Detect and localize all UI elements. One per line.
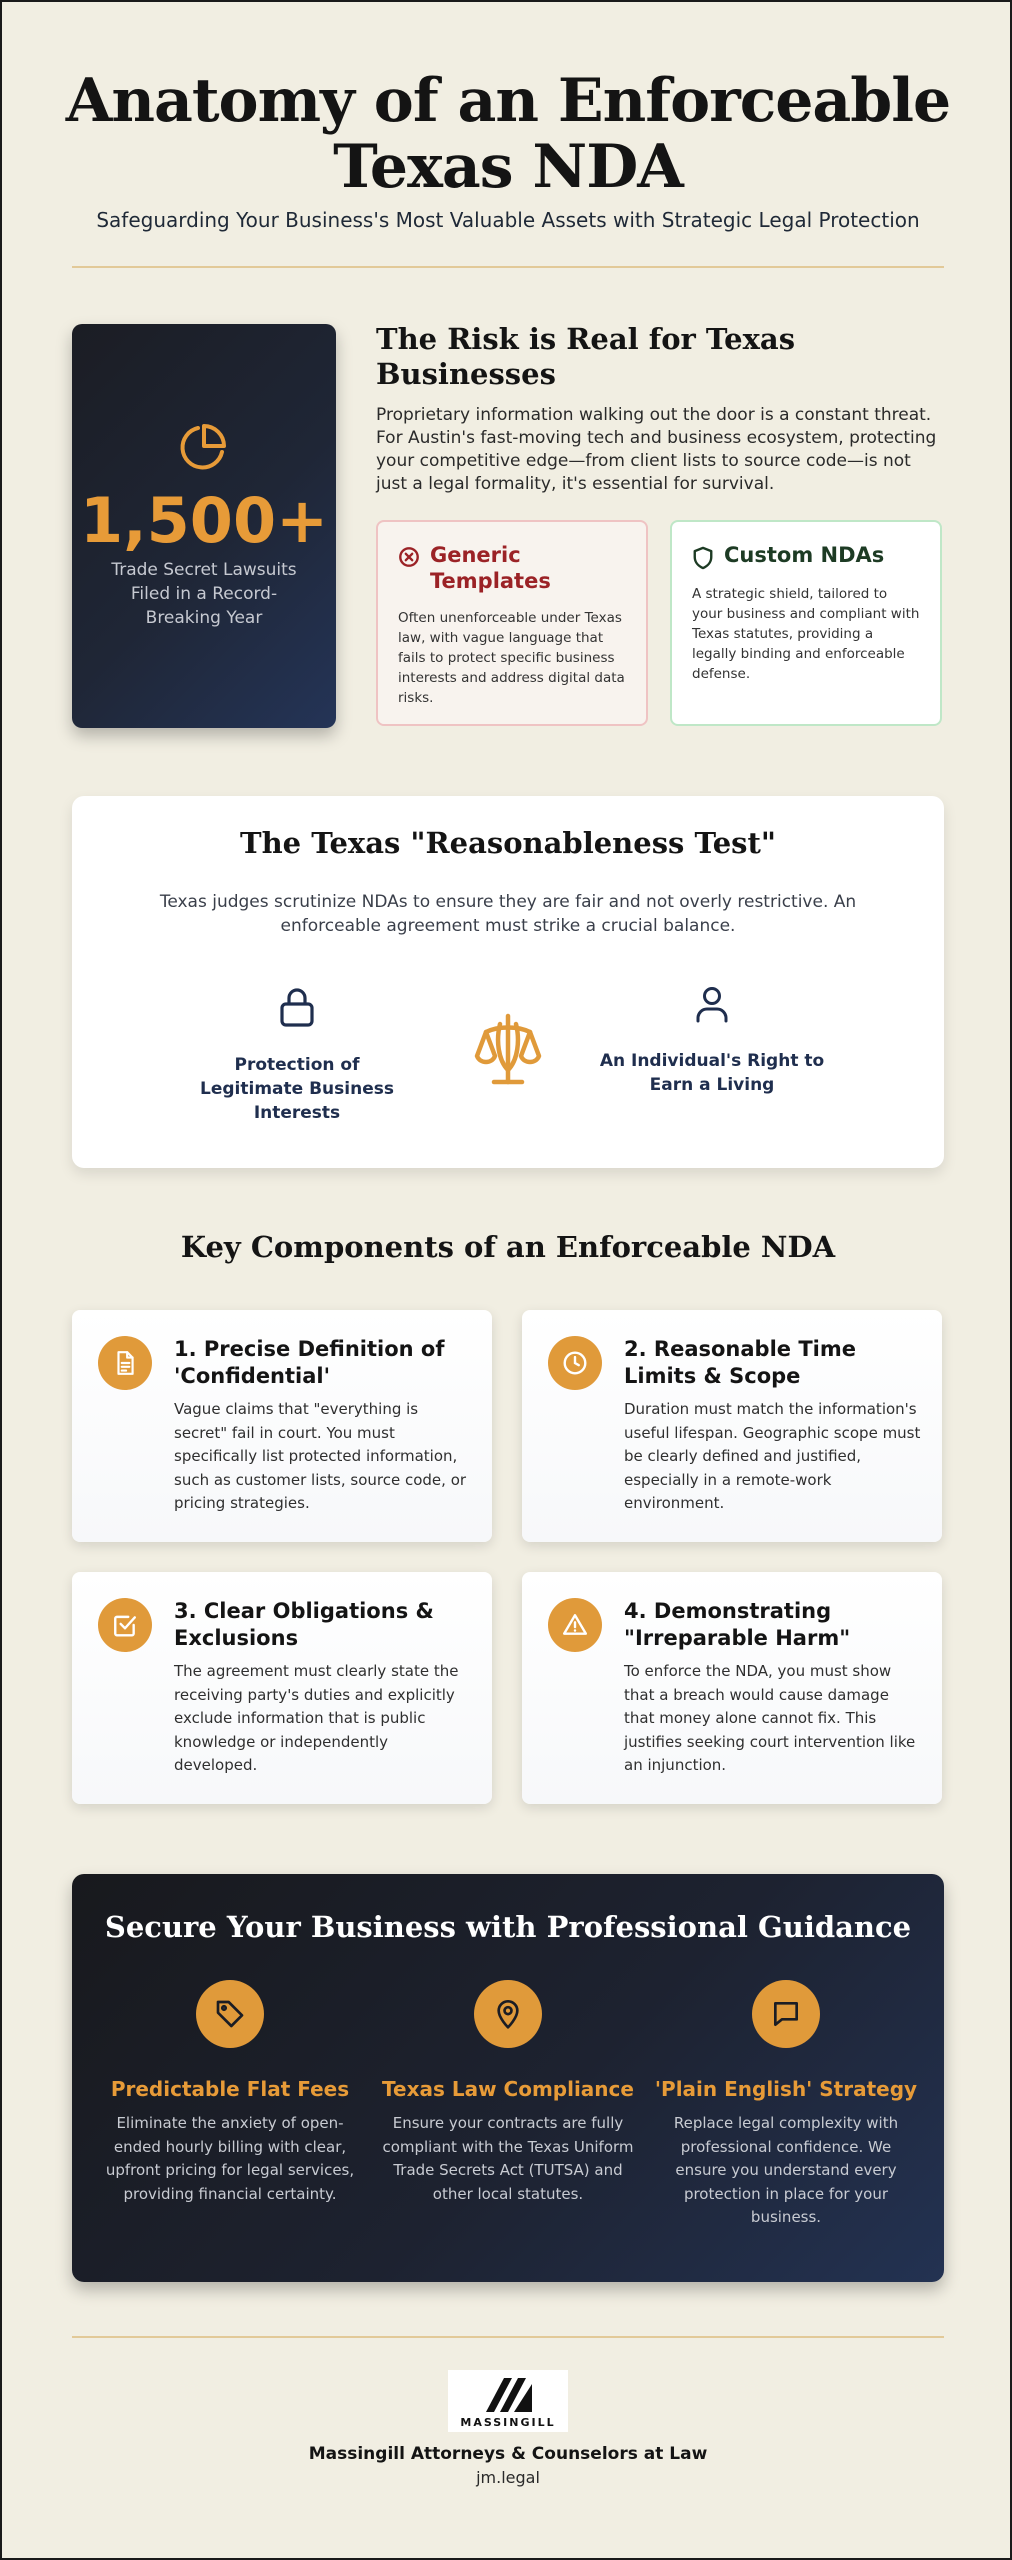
cta-item-text: Eliminate the anxiety of open-ended hourly billing with clear, upfront pricing for legal services, providing financial certainty. bbox=[105, 2114, 355, 2203]
cta-item bbox=[372, 1980, 644, 2206]
generic-templates-title: Generic Templates bbox=[430, 543, 551, 593]
cta-icon-wrap bbox=[196, 1980, 264, 2048]
cta-title: Secure Your Business with Professional Guidance bbox=[104, 1910, 912, 1944]
custom-ndas-text: A strategic shield, tailored to your business and compliant with Texas statutes, providing a legally binding and enforceable defense. bbox=[692, 586, 920, 682]
component-title: 4. Demonstrating "Irreparable Harm" bbox=[624, 1599, 851, 1650]
cta-item bbox=[650, 1980, 922, 2230]
map-pin-icon bbox=[492, 1998, 524, 2030]
component-card bbox=[72, 1572, 492, 1804]
component-card bbox=[522, 1572, 942, 1804]
cta-item-text: Ensure your contracts are fully compliant with the Texas Uniform Trade Secrets Act (TUTSA) and other local statutes. bbox=[382, 2114, 634, 2203]
custom-ndas-title: Custom NDAs bbox=[724, 543, 885, 567]
balance-left bbox=[192, 986, 402, 1125]
stat-card bbox=[72, 324, 336, 728]
firm-name: Massingill Attorneys & Counselors at Law bbox=[308, 2444, 708, 2464]
tag-icon bbox=[214, 1998, 246, 2030]
reasonableness-card bbox=[72, 796, 944, 1168]
generic-templates-card bbox=[376, 520, 648, 726]
clock-icon bbox=[562, 1350, 588, 1376]
title-line-2: Texas NDA bbox=[333, 132, 683, 202]
checkbox-icon bbox=[112, 1612, 138, 1638]
firm-logo bbox=[448, 2370, 568, 2432]
cta-item bbox=[94, 1980, 366, 2206]
stat-value: 1,500+ bbox=[79, 484, 329, 557]
component-icon-wrap bbox=[548, 1336, 602, 1390]
cta-item-text: Replace legal complexity with professional confidence. We ensure you understand every protection in place for your business. bbox=[673, 2114, 899, 2226]
stat-label: Trade Secret Lawsuits Filed in a Record-Breaking Year bbox=[111, 560, 297, 628]
firm-website-link[interactable]: jm.legal bbox=[476, 2468, 540, 2487]
risk-text: Proprietary information walking out the door is a constant threat. For Austin's fast-moving tech and business ecosystem, protecting your competitive edge—from client lists to source code—is not just a legal formality, it's essential for survival. bbox=[376, 405, 937, 494]
reasonableness-text: Texas judges scrutinize NDAs to ensure they are fair and not overly restrictive. An enforceable agreement must strike a crucial balance. bbox=[159, 892, 857, 936]
components-title: Key Components of an Enforceable NDA bbox=[180, 1230, 836, 1264]
component-title: 2. Reasonable Time Limits & Scope bbox=[624, 1337, 856, 1388]
title-line-1: Anatomy of an Enforceable bbox=[65, 66, 951, 136]
scale-icon bbox=[470, 1010, 546, 1090]
page-subtitle: Safeguarding Your Business's Most Valuable Assets with Strategic Legal Protection bbox=[96, 208, 920, 232]
custom-ndas-card bbox=[670, 520, 942, 726]
balance-right-label: An Individual's Right to Earn a Living bbox=[599, 1051, 825, 1095]
generic-templates-text: Often unenforceable under Texas law, with vague language that fails to protect specific business interests and address digital data risks. bbox=[398, 610, 625, 706]
shield-icon bbox=[692, 546, 714, 570]
document-icon bbox=[112, 1350, 138, 1376]
warning-icon bbox=[562, 1612, 588, 1638]
page-title bbox=[2, 68, 1012, 200]
header-divider bbox=[72, 266, 944, 268]
risk-title: The Risk is Real for Texas Businesses bbox=[376, 322, 796, 391]
cta-item-title: Predictable Flat Fees bbox=[110, 2077, 350, 2101]
cta-panel bbox=[72, 1874, 944, 2282]
component-card bbox=[522, 1310, 942, 1542]
component-text: To enforce the NDA, you must show that a breach would cause damage that money alone cannot fix. This justifies seeking court intervention like an injunction. bbox=[624, 1662, 916, 1774]
cta-icon-wrap bbox=[752, 1980, 820, 2048]
balance-right bbox=[592, 986, 832, 1097]
cta-item-title: 'Plain English' Strategy bbox=[654, 2077, 918, 2101]
component-title: 1. Precise Definition of 'Confidential' bbox=[174, 1337, 445, 1388]
balance-left-label: Protection of Legitimate Business Interests bbox=[200, 1055, 394, 1123]
component-title: 3. Clear Obligations & Exclusions bbox=[174, 1599, 434, 1650]
lock-icon bbox=[277, 986, 317, 1028]
component-text: The agreement must clearly state the receiving party's duties and explicitly exclude information that is public knowledge or independently developed. bbox=[174, 1662, 459, 1774]
footer-divider bbox=[72, 2336, 944, 2338]
component-icon-wrap bbox=[98, 1598, 152, 1652]
logo-mark-icon bbox=[448, 2370, 568, 2418]
chat-icon bbox=[770, 1998, 802, 2030]
component-text: Duration must match the information's useful lifespan. Geographic scope must be clearly defined and justified, especially in a remote-work environment. bbox=[624, 1400, 921, 1512]
component-icon-wrap bbox=[98, 1336, 152, 1390]
cta-icon-wrap bbox=[474, 1980, 542, 2048]
x-circle-icon bbox=[398, 546, 420, 568]
user-icon bbox=[695, 986, 729, 1024]
pie-chart-icon bbox=[178, 420, 230, 472]
component-icon-wrap bbox=[548, 1598, 602, 1652]
logo-wordmark: MASSINGILL bbox=[460, 2416, 556, 2429]
reasonableness-title: The Texas "Reasonableness Test" bbox=[240, 826, 776, 860]
component-text: Vague claims that "everything is secret" fail in court. You must specifically list protected information, such as customer lists, source code, or pricing strategies. bbox=[174, 1400, 467, 1512]
component-card bbox=[72, 1310, 492, 1542]
cta-item-title: Texas Law Compliance bbox=[382, 2077, 634, 2101]
